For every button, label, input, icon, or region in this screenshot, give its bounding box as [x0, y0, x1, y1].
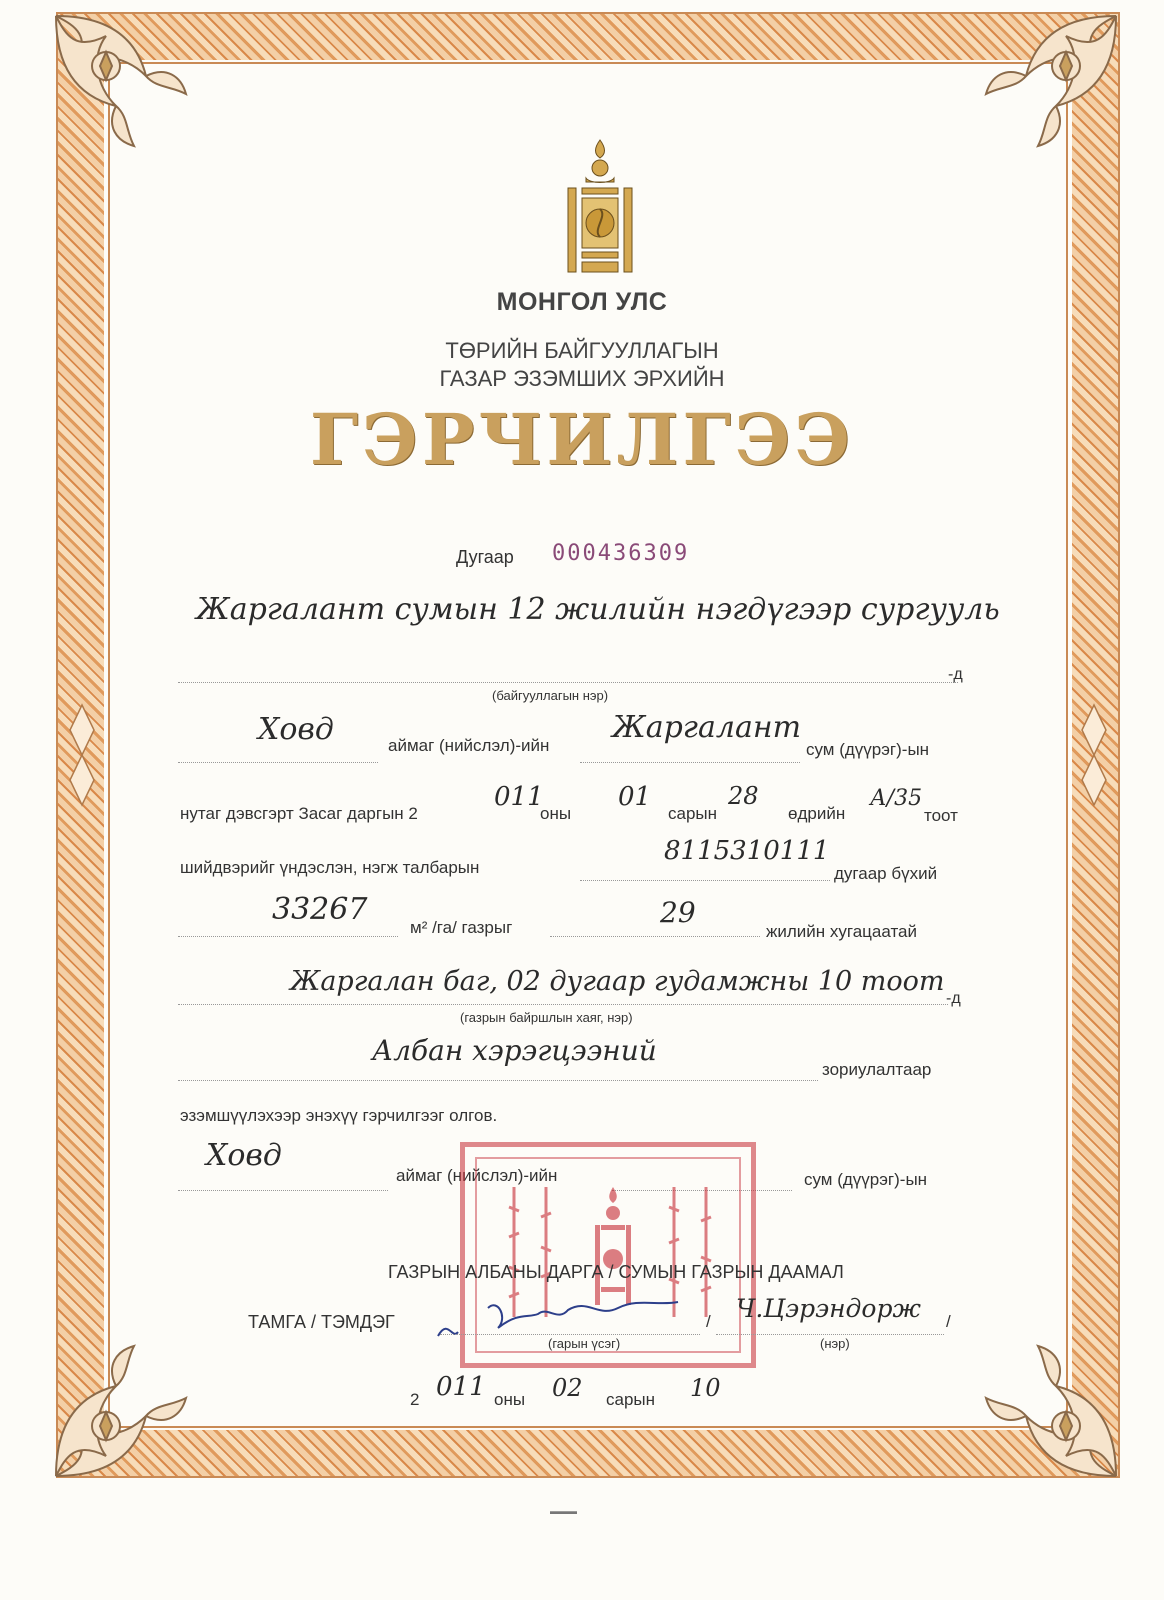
issue-month-value: 02 — [552, 1374, 583, 1402]
decision-month-label: сарын — [668, 804, 718, 823]
corner-ornament-icon — [976, 1336, 1126, 1486]
stamp-script-icon — [697, 1187, 715, 1317]
issuer-aimag-line — [178, 1190, 388, 1191]
issue-day-value: 10 — [690, 1374, 721, 1402]
decision-prefix: нутаг дэвсгэрт Засаг даргын 2 — [180, 804, 418, 823]
signature-separator: / — [706, 1312, 711, 1331]
number-label: Дугаар — [456, 547, 514, 567]
decision-month-value: 01 — [618, 782, 652, 812]
parcel-prefix: шийдвэрийг үндэслэн, нэгж талбарын — [180, 858, 480, 877]
issue-month-label: сарын — [606, 1390, 656, 1409]
issue-year-value: 011 — [436, 1372, 486, 1402]
seal-label: ТАМГА / ТЭМДЭГ — [248, 1312, 395, 1332]
side-ornament-icon — [62, 700, 102, 810]
aimag-label: аймаг (нийслэл)-ийн — [388, 736, 550, 755]
organization-caption: (байгууллагын нэр) — [492, 688, 609, 703]
corner-ornament-icon — [976, 6, 1126, 156]
printer-mark: ▬▬▬ — [550, 1506, 577, 1516]
issuance-statement: эзэмшүүлэхээр энэхүү гэрчилгээг олгов. — [180, 1106, 498, 1125]
term-line — [550, 936, 760, 937]
signature-line — [440, 1334, 700, 1335]
parcel-id-value: 8115310111 — [664, 836, 830, 866]
issuer-sum-label: сум (дүүрэг)-ын — [804, 1170, 928, 1189]
signature-separator-end: / — [946, 1312, 951, 1331]
subtitle-line-2: ГАЗАР ЭЗЭМШИХ ЭРХИЙН — [439, 366, 725, 391]
parcel-id-label: дугаар бүхий — [834, 864, 938, 883]
purpose-value: Албан хэрэгцээний — [372, 1034, 657, 1067]
organization-name: Жаргалант сумын 12 жилийн нэгдүгээр сургууль — [196, 592, 1000, 627]
sum-label: сум (дүүрэг)-ын — [806, 740, 930, 759]
area-value: 33267 — [272, 892, 368, 927]
organization-suffix: -д — [948, 666, 963, 683]
term-years-value: 29 — [660, 896, 696, 929]
corner-ornament-icon — [46, 1336, 196, 1486]
sum-value: Жаргалант — [612, 710, 802, 745]
decision-year-value: 011 — [494, 782, 544, 812]
area-line — [178, 936, 398, 937]
address-value: Жаргалан баг, 02 дугаар гудамжны 10 тоот — [290, 966, 945, 997]
decision-year-label: оны — [540, 804, 572, 823]
address-suffix: -д — [946, 990, 961, 1007]
name-line — [716, 1334, 944, 1335]
issue-year-label: оны — [494, 1390, 526, 1409]
organization-line — [178, 682, 958, 683]
office-title: ГАЗРЫН АЛБАНЫ ДАРГА / СУМЫН ГАЗРЫН ДААМАЛ — [388, 1262, 844, 1282]
decision-number-value: А/35 — [870, 786, 923, 811]
address-line — [178, 1004, 948, 1005]
term-years-label: жилийн хугацаатай — [766, 922, 917, 941]
subtitle-line-1: ТӨРИЙН БАЙГУУЛЛАГЫН — [445, 338, 719, 363]
issuer-aimag-value: Ховд — [206, 1138, 282, 1173]
official-name: Ч.Цэрэндорж — [736, 1294, 921, 1323]
issuer-aimag-label: аймаг (нийслэл)-ийн — [396, 1166, 558, 1185]
name-caption: (нэр) — [820, 1336, 850, 1351]
aimag-value: Ховд — [258, 712, 334, 747]
signature-caption: (гарын үсэг) — [548, 1336, 621, 1351]
certificate-title: ГЭРЧИЛГЭЭ — [309, 398, 855, 481]
soyombo-emblem-icon — [560, 138, 640, 278]
purpose-label: зориулалтаар — [822, 1060, 932, 1079]
address-caption: (газрын байршлын хаяг, нэр) — [460, 1010, 633, 1025]
aimag-line — [178, 762, 378, 763]
country-name: МОНГОЛ УЛС — [496, 288, 668, 316]
corner-ornament-icon — [46, 6, 196, 156]
side-ornament-icon — [1074, 700, 1114, 810]
issue-date-prefix: 2 — [410, 1390, 420, 1409]
decision-number-label: тоот — [924, 806, 958, 825]
purpose-line — [178, 1080, 818, 1081]
area-unit-label: м² /га/ газрыг — [410, 918, 513, 937]
decision-day-label: өдрийн — [788, 804, 846, 823]
decision-day-value: 28 — [728, 782, 759, 810]
certificate-number: 000436309 — [552, 541, 690, 566]
sum-line — [580, 762, 800, 763]
parcel-line — [580, 880, 830, 881]
